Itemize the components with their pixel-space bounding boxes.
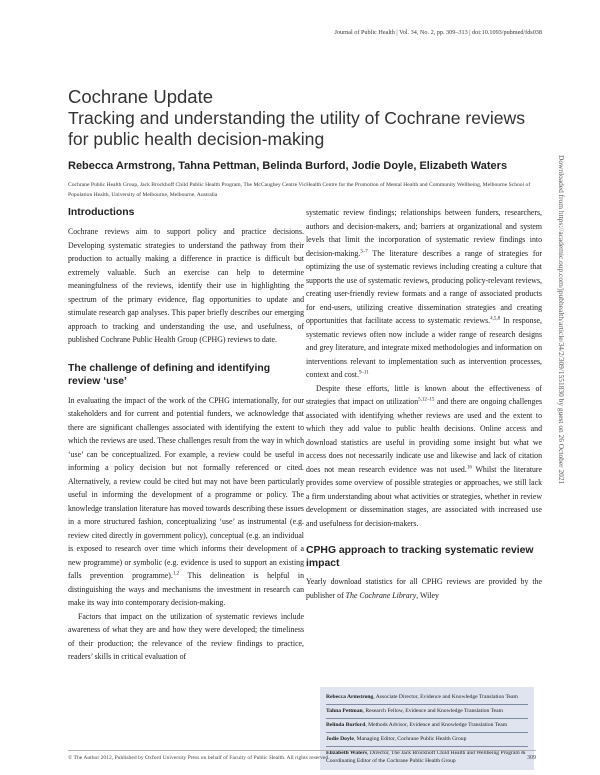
right-column bbox=[306, 206, 542, 602]
author-role: , Research Fellow, Evidence and Knowledge Translation Team bbox=[362, 708, 503, 714]
author-info-box bbox=[320, 687, 534, 770]
author-role: , Methods Advisor, Evidence and Knowledge Translation Team bbox=[365, 722, 508, 728]
challenge-paragraph-1 bbox=[68, 394, 304, 610]
article-title: Tracking and understanding the utility of Cochrane reviews for public health decision-making bbox=[68, 108, 526, 149]
running-head: Journal of Public Health | Vol. 34, No. 2, pp. 309–313 | doi:10.1093/pubmed/fds038 bbox=[334, 29, 542, 36]
right-paragraph-2 bbox=[306, 382, 542, 531]
citation-ref: 5,12–15 bbox=[418, 397, 435, 403]
text-run: , Wiley bbox=[416, 590, 439, 600]
author-box-row bbox=[326, 733, 528, 747]
text-run: Despite these efforts, little is known about the effectiveness of strategies that impact on utilization bbox=[306, 383, 542, 406]
text-run: The literature describes a range of strategies for optimizing the use of systematic reviews including creating a culture that supports the use of systematic reviews, producing policy-relevant reviews, creating user-friendly review formats and a range of associated products for end-users, utilizing creative dissemination strategies and creating opportunities that facilitate access to systematic reviews. bbox=[306, 248, 542, 325]
journal-name: The Cochrane Library bbox=[345, 590, 417, 600]
intro-paragraph: Cochrane reviews aim to support policy and practice decisions. Developing systematic strategies to understand the pathway from their production to actually making a difference in practice is difficult but extremely valuable. Such an exercise can help to determine meaningfulness of the reviews, identify their use in highlighting the spectrum of the primary evidence, flag opportunities to update and stimulate research gap analyses. This paper briefly describes our emerging approach to tracking and understanding the use, and usefulness, of published Cochrane Public Health Group (CPHG) reviews to date. bbox=[68, 227, 304, 344]
text-run: Yearly download statistics for all CPHG reviews are provided by the publisher of bbox=[306, 577, 542, 600]
right-paragraph-1 bbox=[306, 206, 542, 382]
left-column bbox=[68, 206, 304, 664]
author-role: , Managing Editor, Cochrane Public Health Group bbox=[353, 736, 467, 742]
affiliation: Cochrane Public Health Group, Jack Brockhoff Child Public Health Program, The McCaughey Centre VicHealth Centre for the Promotion of Mental Health and Community Wellbeing, Melbourne School of Population Health, University of Melbourne, Melbourne, Australia bbox=[68, 182, 531, 198]
download-watermark: Downloaded from https://academic.oup.com/jpubhealth/article/34/2/309/1551830 by guest on 26 October 2021 bbox=[557, 155, 566, 485]
citation-ref: 16 bbox=[466, 464, 472, 470]
author-name: Rebecca Armstrong bbox=[326, 694, 374, 700]
author-name: Elizabeth Waters bbox=[326, 750, 368, 756]
author-role: , Associate Director, Evidence and Knowledge Translation Team bbox=[373, 694, 518, 700]
author-box-row bbox=[326, 719, 528, 733]
text-run: In evaluating the impact of the work of the CPHG internationally, for our stakeholders and for current and potential funders, we acknowledge that there are significant challenges associated with identifying the extent to which the reviews are used. These challenges result from the way in which ‘use’ can be conceptualized. For example, a review could be useful in informing a policy decision but not formally referenced or cited. Alternatively, a review could be cited but may not have been particularly useful in informing the development of a programme or policy. The knowledge translation literature has moved towards describing these issues in a more structured fashion, conceptualizing ‘use’ as instrumental (e.g. review cited directly in government policy), conceptual (e.g. an individual is exposed to research over time which informs their development of a new programme) or symbolic (e.g. evidence is used to support an existing falls prevention programme). bbox=[68, 395, 304, 580]
section-heading-introductions: Introductions bbox=[68, 207, 135, 218]
citation-ref: 9–11 bbox=[358, 370, 369, 376]
citation-ref: 3–7 bbox=[360, 248, 368, 254]
text-run: systematic review findings; relationships between funders, researchers, authors and decision-makers, and; barriers at organizational and system levels that limit the incorporation of systematic review findings into decision-making. bbox=[306, 208, 542, 258]
author-name: Jodie Doyle bbox=[326, 736, 354, 742]
author-name: Belinda Burford bbox=[326, 722, 366, 728]
section-label: Cochrane Update bbox=[68, 86, 214, 107]
tracking-paragraph bbox=[306, 575, 542, 602]
citation-ref: 4,5,8 bbox=[490, 316, 501, 322]
challenge-paragraph-2: Factors that impact on the utilization of systematic reviews include awareness of what they are and how they were developed; the timeliness of their production; the relevance of the review findings to practice, readers’ skills in critical evaluation of bbox=[68, 611, 304, 661]
text-run: Whilst the literature provides some overview of possible strategies or approaches, we still lack a firm understanding about what activities or strategies, whether in review development or dissemination stages, are associated with increased use and usefulness for decision-makers. bbox=[306, 464, 543, 528]
author-list: Rebecca Armstrong, Tahna Pettman, Belinda Burford, Jodie Doyle, Elizabeth Waters bbox=[68, 160, 508, 172]
section-heading-challenge: The challenge of defining and identifying review ‘use’ bbox=[68, 362, 271, 387]
text-run: This delineation is helpful in distinguishing the ways and mechanisms the investment in research can make its way into contemporary decision-making. bbox=[68, 571, 304, 607]
section-heading-tracking: CPHG approach to tracking systematic review impact bbox=[306, 545, 534, 569]
author-name: Tahna Pettman bbox=[326, 708, 363, 714]
text-run: and there are ongoing challenges associated with identifying whether reviews are used and the extent to which they add value to public health decisions. Online access and download statistics are useful in providing some insight but what we access does not necessarily indicate use and likewise and lack of citation does not mean research evidence was not used. bbox=[306, 397, 543, 474]
author-box-row bbox=[326, 691, 528, 705]
footer-divider bbox=[68, 750, 536, 751]
author-box-row bbox=[326, 705, 528, 719]
text-run: In response, systematic reviews often now include a wider range of research designs and grey literature, and integrate mixed methodologies and information on interventions relevant to implementation such as intervention processes, context and cost. bbox=[306, 316, 542, 379]
author-role: , Director, The Jack Brockhoff Child Health and Wellbeing Program & Coordinating Editor of the Cochrane Public Health Group bbox=[326, 750, 526, 764]
citation-ref: 1,2 bbox=[172, 571, 180, 577]
copyright-footer: © The Author 2012, Published by Oxford University Press on behalf of Faculty of Public Health. All rights reserved bbox=[68, 755, 329, 761]
page-number: 309 bbox=[527, 755, 536, 761]
